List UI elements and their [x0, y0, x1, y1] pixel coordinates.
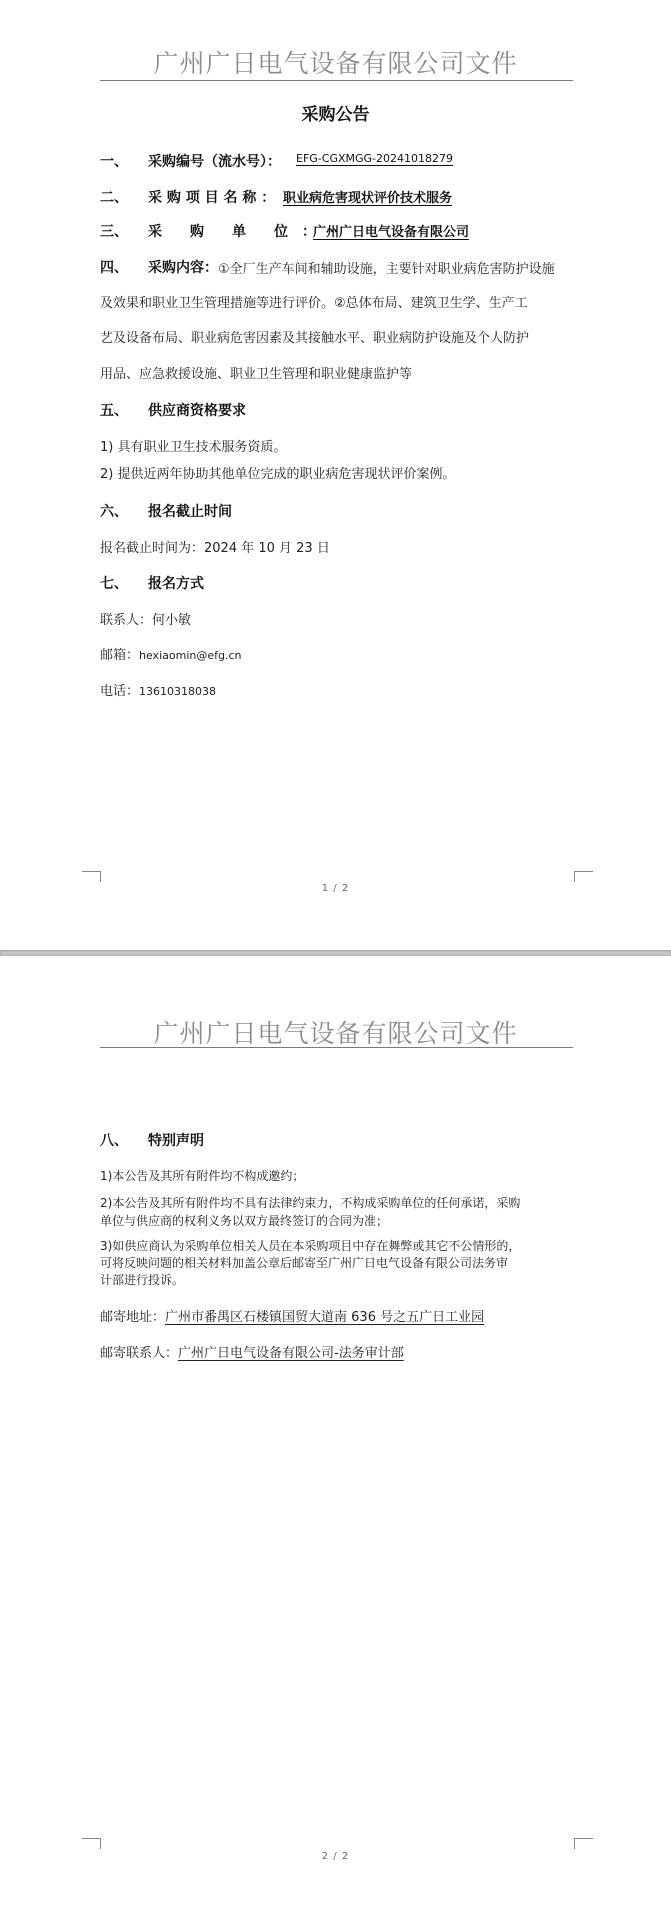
page-corner-mark-right-2 — [574, 1838, 593, 1849]
statement-2-line-2: 单位与供应商的权利义务以双方最终签订的合同为准； — [100, 1214, 389, 1228]
mailing-address-value: 广州市番禺区石楼镇国贸大道南 636 号之五广日工业园 — [165, 1310, 485, 1325]
content-line-4: 用品、应急救援设施、职业卫生管理和职业健康监护等 — [100, 367, 413, 382]
letterhead-title-2: 广州广日电气设备有限公司文件 — [153, 1019, 518, 1048]
mailing-contact-value: 广州广日电气设备有限公司-法务审计部 — [178, 1346, 404, 1361]
page-corner-mark-left — [82, 871, 101, 882]
statement-3-line-3: 计部进行投诉。 — [100, 1273, 185, 1287]
phone-label: 电话： — [100, 684, 140, 699]
section-number-7: 七、 — [100, 576, 128, 592]
announcement-title: 采购公告 — [301, 105, 370, 125]
letterhead-title: 广州广日电气设备有限公司文件 — [153, 49, 518, 78]
phone-row — [100, 680, 216, 699]
email-address[interactable]: hexiaomin@efg.cn — [139, 649, 242, 662]
letterhead-rule-2 — [100, 1047, 573, 1048]
mailing-contact-row — [100, 1342, 404, 1361]
page-corner-mark-right — [574, 871, 593, 882]
section-number-8: 八、 — [100, 1133, 128, 1149]
document-page-2 — [0, 956, 671, 1916]
project-name-value: 职业病危害现状评价技术服务 — [283, 191, 453, 206]
procurement-number-label: 采购编号（流水号）： — [148, 154, 281, 170]
section-number-4: 四、 — [100, 260, 128, 276]
purchaser-label: 采 购 单 位 ： — [148, 224, 316, 240]
statement-2-line-1: 2)本公告及其所有附件均不具有法律约束力，不构成采购单位的任何承诺，采购 — [100, 1196, 521, 1210]
statement-3-line-1: 3)如供应商认为采购单位相关人员在本采购项目中存在舞弊或其它不公情形的， — [100, 1239, 521, 1253]
project-name-label: 采 购 项 目 名 称 ： — [148, 190, 276, 206]
email-label: 邮箱： — [100, 648, 140, 663]
deadline-text: 报名截止时间为：2024 年 10 月 23 日 — [100, 541, 330, 556]
contact-name: 何小敏 — [152, 613, 192, 628]
letterhead-rule — [100, 80, 573, 81]
page-number-2: 2 / 2 — [321, 1851, 350, 1862]
content-line-1: ①全厂生产车间和辅助设施，主要针对职业病危害防护设施 — [218, 262, 555, 277]
mailing-address-row — [100, 1306, 484, 1325]
phone-number: 13610318038 — [139, 685, 216, 698]
content-line-3: 艺及设备布局、职业病危害因素及其接触水平、职业病防护设施及个人防护 — [100, 331, 530, 346]
registration-heading: 报名方式 — [148, 576, 204, 592]
section-number-2: 二、 — [100, 190, 128, 206]
page-number-1: 1 / 2 — [321, 883, 350, 894]
section-number-6: 六、 — [100, 504, 128, 520]
qualification-1: 1) 具有职业卫生技术服务资质。 — [100, 440, 287, 455]
mailing-contact-label: 邮寄联系人： — [100, 1346, 179, 1361]
qualification-heading: 供应商资格要求 — [148, 403, 246, 419]
procurement-number-value: EFG-CGXMGG-20241018279 — [296, 152, 454, 165]
mailing-address-label: 邮寄地址： — [100, 1310, 166, 1325]
special-statement-heading: 特别声明 — [148, 1133, 204, 1149]
statement-1: 1)本公告及其所有附件均不构成邀约； — [100, 1169, 305, 1183]
contact-label: 联系人： — [100, 613, 153, 628]
section-number-5: 五、 — [100, 403, 128, 419]
section-number-3: 三、 — [100, 224, 128, 240]
document-page-1 — [0, 0, 671, 950]
deadline-heading: 报名截止时间 — [148, 504, 232, 520]
content-line-2: 及效果和职业卫生管理措施等进行评价。②总体布局、建筑卫生学、生产工 — [100, 296, 528, 311]
email-row — [100, 644, 241, 663]
qualification-2: 2) 提供近两年协助其他单位完成的职业病危害现状评价案例。 — [100, 467, 456, 482]
section-number-1: 一、 — [100, 154, 128, 170]
content-label: 采购内容： — [148, 260, 218, 276]
purchaser-value: 广州广日电气设备有限公司 — [313, 225, 470, 240]
contact-row — [100, 609, 191, 628]
statement-3-line-2: 可将反映问题的相关材料加盖公章后邮寄至广州广日电气设备有限公司法务审 — [100, 1256, 509, 1270]
page-corner-mark-left-2 — [82, 1838, 101, 1849]
